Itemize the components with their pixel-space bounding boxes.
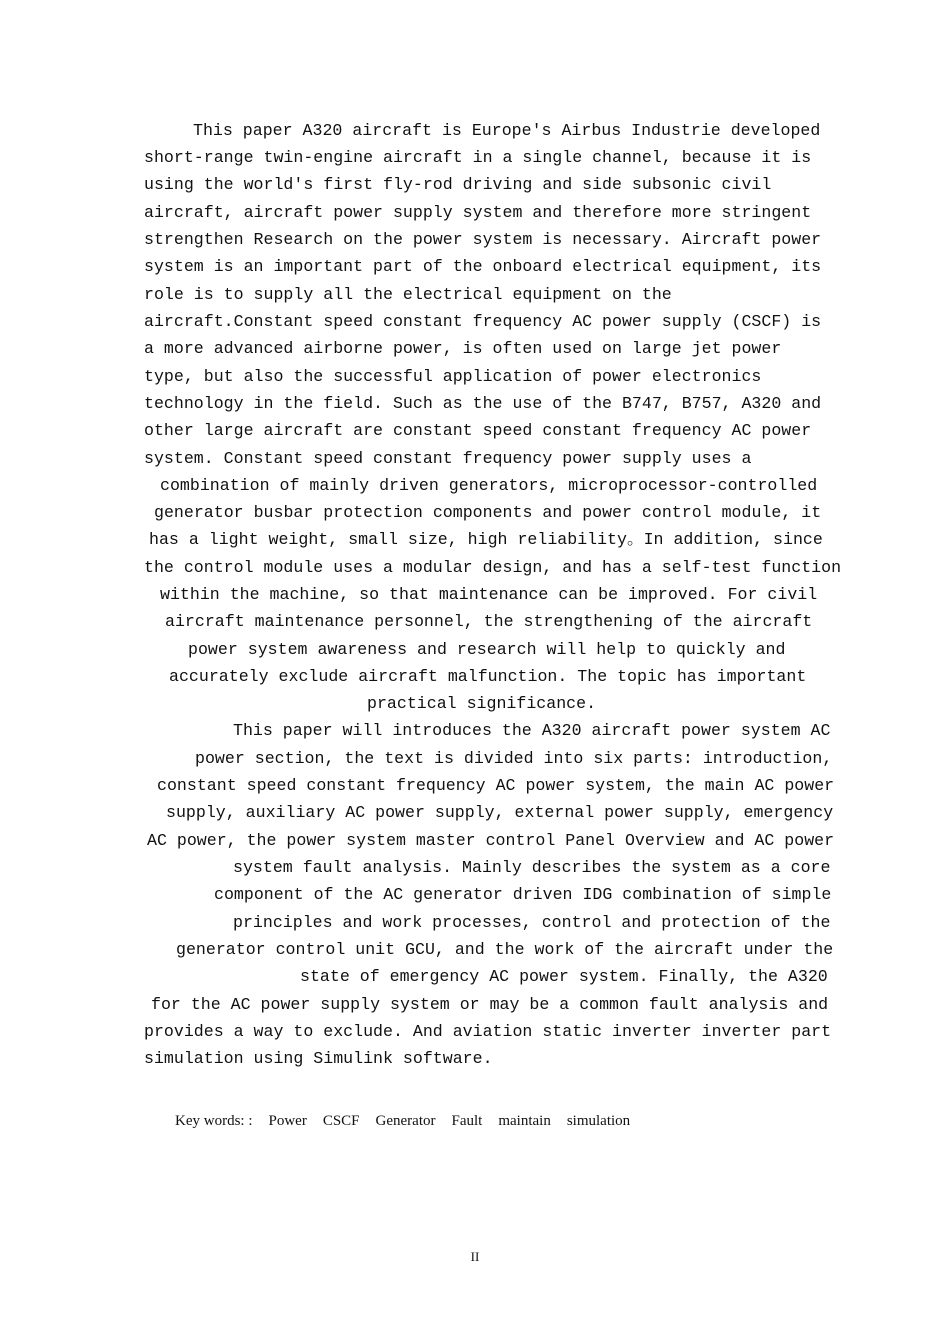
keyword: Power	[268, 1113, 307, 1129]
abstract-line: power system awareness and research will help to quickly and	[188, 640, 786, 659]
keywords-line	[160, 1096, 646, 1147]
abstract-line: strengthen Research on the power system is necessary. Aircraft power	[144, 230, 822, 249]
abstract-line: supply, auxiliary AC power supply, external power supply, emergency	[166, 803, 834, 822]
abstract-line: simulation using Simulink software.	[144, 1049, 493, 1068]
keywords-label: Key words: :	[175, 1113, 253, 1129]
abstract-line: component of the AC generator driven IDG combination of simple	[214, 885, 832, 904]
abstract-line: using the world's first fly-rod driving and side subsonic civil	[144, 175, 772, 194]
abstract-line: role is to supply all the electrical equipment on the	[144, 285, 672, 304]
abstract-line: within the machine, so that maintenance can be improved. For civil	[160, 585, 818, 604]
abstract-line: aircraft.Constant speed constant frequency AC power supply (CSCF) is	[144, 312, 822, 331]
abstract-line: other large aircraft are constant speed constant frequency AC power	[144, 421, 812, 440]
abstract-line: combination of mainly driven generators, microprocessor-controlled	[160, 476, 818, 495]
abstract-line: power section, the text is divided into six parts: introduction,	[195, 749, 833, 768]
page-number: II	[470, 1249, 480, 1264]
abstract-line: technology in the field. Such as the use of the B747, B757, A320 and	[144, 394, 822, 413]
abstract-line: provides a way to exclude. And aviation static inverter inverter part	[144, 1022, 832, 1041]
abstract-line: practical significance.	[367, 694, 597, 713]
abstract-line: This paper A320 aircraft is Europe's Airbus Industrie developed	[193, 121, 821, 140]
abstract-line: state of emergency AC power system. Finally, the A320	[300, 967, 828, 986]
abstract-line: principles and work processes, control and protection of the	[233, 913, 831, 932]
abstract-line: aircraft, aircraft power supply system and therefore more stringent	[144, 203, 812, 222]
abstract-line: system. Constant speed constant frequency power supply uses a	[144, 449, 752, 468]
keyword: Fault	[451, 1113, 483, 1129]
abstract-line: This paper will introduces the A320 aircraft power system AC	[233, 721, 831, 740]
abstract-line: constant speed constant frequency AC power system, the main AC power	[157, 776, 835, 795]
keyword: Generator	[375, 1113, 436, 1129]
abstract-line: generator busbar protection components and power control module, it	[154, 503, 822, 522]
abstract-line: accurately exclude aircraft malfunction. The topic has important	[169, 667, 807, 686]
abstract-line: the control module uses a modular design, and has a self-test function	[144, 558, 842, 577]
abstract-line: generator control unit GCU, and the work of the aircraft under the	[176, 940, 834, 959]
abstract-line: aircraft maintenance personnel, the strengthening of the aircraft	[165, 612, 813, 631]
abstract-line: has a light weight, small size, high reliability。In addition, since	[149, 530, 823, 549]
abstract-line: type, but also the successful application of power electronics	[144, 367, 762, 386]
abstract-line: AC power, the power system master control Panel Overview and AC power	[147, 831, 835, 850]
abstract-line: short-range twin-engine aircraft in a single channel, because it is	[144, 148, 812, 167]
abstract-line: a more advanced airborne power, is often used on large jet power	[144, 339, 782, 358]
abstract-line: for the AC power supply system or may be a common fault analysis and	[151, 995, 829, 1014]
keyword: maintain	[498, 1113, 551, 1129]
keyword: CSCF	[322, 1113, 360, 1129]
keyword: simulation	[566, 1113, 631, 1129]
abstract-line: system fault analysis. Mainly describes the system as a core	[233, 858, 831, 877]
abstract-line: system is an important part of the onboard electrical equipment, its	[144, 257, 822, 276]
